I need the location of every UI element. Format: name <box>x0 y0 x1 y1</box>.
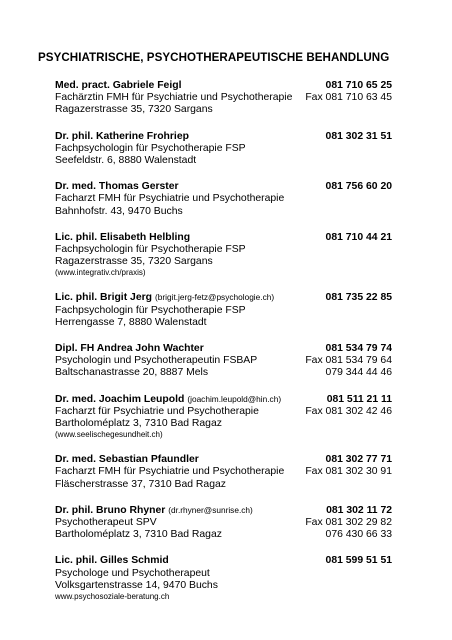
entry-header <box>55 393 392 406</box>
entry-phone: 081 534 79 74 <box>325 343 392 355</box>
entry-header <box>55 453 392 466</box>
entry-header <box>55 231 392 244</box>
entry-name-group <box>55 231 190 244</box>
entry-name-group <box>55 504 253 517</box>
entry-role-right: Fax 081 302 29 82 <box>305 517 392 529</box>
entry-name-group <box>55 554 169 567</box>
entry-name-group <box>55 393 281 406</box>
entry-role: Psychologe und Psychotherapeut <box>55 567 210 579</box>
directory-entry <box>55 79 392 117</box>
entry-phone: 081 710 65 25 <box>325 80 392 91</box>
entry-address: Bahnhofstr. 43, 9470 Buchs <box>55 205 183 217</box>
entry-role: Psychotherapeut SPV <box>55 517 157 529</box>
entry-phone: 081 710 44 21 <box>325 231 392 243</box>
entry-name-group <box>55 79 181 92</box>
entry-address-line <box>55 529 392 541</box>
entry-role-line <box>55 193 392 205</box>
entry-name: Dr. med. Sebastian Pfaundler <box>55 454 199 466</box>
directory-entry <box>55 393 392 441</box>
entry-role-line <box>55 305 392 317</box>
entry-name-group <box>55 342 204 355</box>
entry-role: Facharzt FMH für Psychiatrie und Psychotherapie <box>55 466 285 478</box>
entry-email: (joachim.leupold@hin.ch) <box>187 393 282 404</box>
entry-website: (www.seelischegesundheit.ch) <box>55 430 163 440</box>
directory-entry <box>55 130 392 168</box>
entry-role: Fachpsychologin für Psychotherapie FSP <box>55 142 246 154</box>
entry-role: Fachpsychologin für Psychotherapie FSP <box>55 304 246 316</box>
entry-role: Fachärztin FMH für Psychiatrie und Psychotherapie <box>55 92 293 104</box>
directory-entry <box>55 342 392 380</box>
entry-address-line <box>55 256 392 268</box>
entry-address-line <box>55 418 392 430</box>
entry-name: Dr. phil. Katherine Frohriep <box>55 130 189 142</box>
entry-address: Seefeldstr. 6, 8880 Walenstadt <box>55 155 197 167</box>
entry-address: Ragazerstrasse 35, 7320 Sargans <box>55 104 213 116</box>
entry-role: Psychologin und Psychotherapeutin FSBAP <box>55 355 258 367</box>
entry-phone: 081 302 77 71 <box>325 454 392 466</box>
entry-name-group <box>55 453 199 466</box>
entry-header <box>55 554 392 567</box>
entry-role-right: Fax 081 710 63 45 <box>305 92 392 104</box>
entry-role-line <box>55 244 392 256</box>
entry-address-line <box>55 206 392 218</box>
entry-name-group <box>55 291 274 304</box>
entry-address-line <box>55 317 392 329</box>
entry-role-line <box>55 517 392 529</box>
entry-website: www.psychosoziale-beratung.ch <box>55 592 170 602</box>
entry-address: Bartholoméplatz 3, 7310 Bad Ragaz <box>55 418 222 430</box>
directory-entry <box>55 231 392 279</box>
page-heading: PSYCHIATRISCHE, PSYCHOTHERAPEUTISCHE BEHANDLUNG <box>38 51 390 64</box>
entry-header <box>55 504 392 517</box>
entry-header <box>55 79 392 92</box>
entry-name: Dipl. FH Andrea John Wachter <box>55 343 204 355</box>
entry-role-right: Fax 081 302 42 46 <box>305 405 392 417</box>
entry-phone: 081 756 60 20 <box>325 181 392 193</box>
entry-phone: 081 599 51 51 <box>325 555 392 567</box>
entry-address: Baltschanastrasse 20, 8887 Mels <box>55 367 209 379</box>
entry-header <box>55 291 392 304</box>
entry-role-line <box>55 143 392 155</box>
entry-name-group <box>55 130 189 143</box>
entry-role-line <box>55 355 392 367</box>
entry-role: Facharzt für Psychiatrie und Psychotherapie <box>55 405 259 417</box>
entry-address-line <box>55 367 392 379</box>
directory-entry <box>55 291 392 329</box>
directory-entry <box>55 180 392 218</box>
entry-header <box>55 130 392 143</box>
entry-header <box>55 180 392 193</box>
entry-role-right: Fax 081 302 30 91 <box>305 466 392 478</box>
entry-address: Volksgartenstrasse 14, 9470 Buchs <box>55 579 218 591</box>
entry-address: Herrengasse 7, 8880 Walenstadt <box>55 316 207 328</box>
entry-address: Ragazerstrasse 35, 7320 Sargans <box>55 256 213 268</box>
entry-name: Lic. phil. Gilles Schmid <box>55 555 169 567</box>
entry-role-right: Fax 081 534 79 64 <box>305 355 392 367</box>
entry-address-line <box>55 580 392 592</box>
entry-address-right: 076 430 66 33 <box>325 529 392 541</box>
entry-role: Fachpsychologin für Psychotherapie FSP <box>55 244 246 256</box>
entry-email: (dr.rhyner@sunrise.ch) <box>168 504 253 515</box>
entry-address-line <box>55 479 392 491</box>
entry-name: Dr. phil. Bruno Rhyner <box>55 504 166 516</box>
entry-name: Lic. phil. Elisabeth Helbling <box>55 231 191 243</box>
entry-name: Lic. phil. Brigit Jerg <box>55 292 152 304</box>
entry-role-line <box>55 406 392 418</box>
entry-address-line <box>55 155 392 167</box>
entry-phone: 081 302 31 51 <box>325 130 392 142</box>
entry-name-group <box>55 180 179 193</box>
entry-role-line <box>55 466 392 478</box>
entry-role: Facharzt FMH für Psychiatrie und Psychotherapie <box>55 193 285 205</box>
entry-name: Dr. med. Thomas Gerster <box>55 181 179 193</box>
entry-header <box>55 342 392 355</box>
directory-entry <box>55 453 392 491</box>
entry-name: Dr. med. Joachim Leupold <box>55 393 185 405</box>
entry-address-line <box>55 104 392 116</box>
entry-address: Bartholoméplatz 3, 7310 Bad Ragaz <box>55 529 222 541</box>
entry-role-line <box>55 568 392 580</box>
entry-email: (brigit.jerg-fetz@psychologie.ch) <box>155 292 275 303</box>
entry-address: Fläscherstrasse 37, 7310 Bad Ragaz <box>55 478 226 490</box>
directory-list <box>55 79 392 615</box>
directory-entry <box>55 504 392 542</box>
entry-website: (www.integrativ.ch/praxis) <box>55 268 146 278</box>
entry-name: Med. pract. Gabriele Feigl <box>55 80 182 91</box>
entry-phone: 081 302 11 72 <box>326 504 392 516</box>
entry-phone: 081 511 21 11 <box>326 393 392 405</box>
entry-phone: 081 735 22 85 <box>325 292 392 304</box>
directory-entry <box>55 554 392 602</box>
entry-address-right: 079 344 44 46 <box>325 367 392 379</box>
entry-role-line <box>55 92 392 104</box>
